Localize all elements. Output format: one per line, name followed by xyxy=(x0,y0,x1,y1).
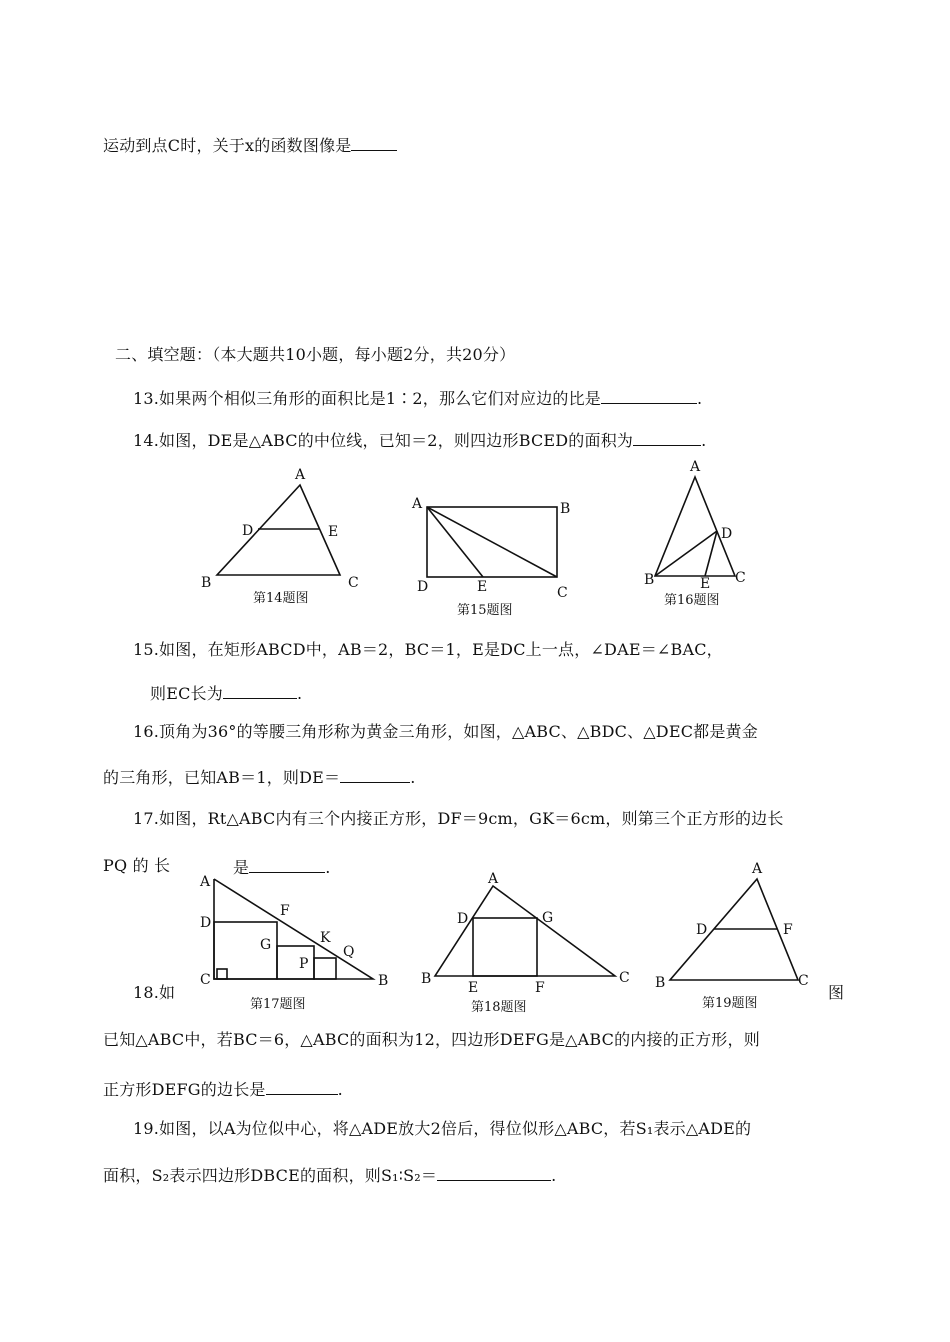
answer-blank xyxy=(266,1078,338,1095)
question-16: 16.顶角为36°的等腰三角形称为黄金三角形，如图，△ABC、△BDC、△DEC都是黄金 xyxy=(133,722,758,741)
answer-blank xyxy=(351,134,397,151)
question-19-line-2: 面积，S₂表示四边形DBCE的面积，则S₁∶S₂＝ . xyxy=(103,1166,557,1185)
label-d: D xyxy=(417,579,429,595)
label-d: D xyxy=(242,523,254,539)
label-a: A xyxy=(200,874,211,890)
figure-17 xyxy=(190,862,400,1022)
question-16-line-2: 的三角形，已知AB＝1，则DE＝ . xyxy=(103,768,416,787)
question-17: 17.如图，Rt△ABC内有三个内接正方形，DF＝9cm，GK＝6cm，则第三个正方形的边长 xyxy=(133,809,784,828)
label-d: D xyxy=(721,526,733,542)
figure-caption: 第17题图 xyxy=(250,997,306,1012)
answer-blank xyxy=(223,682,297,699)
label-d: D xyxy=(200,915,212,931)
label-b: B xyxy=(644,572,655,588)
label-q: Q xyxy=(343,944,355,960)
label-a: A xyxy=(752,861,763,877)
question-18-line-2: 已知△ABC中，若BC＝6，△ABC的面积为12，四边形DEFG是△ABC的内接的正方形，则 xyxy=(103,1030,760,1049)
label-d: D xyxy=(696,922,708,938)
figure-caption: 第14题图 xyxy=(253,591,309,606)
figure-18 xyxy=(415,868,635,1023)
label-b: B xyxy=(378,973,389,989)
label-c: C xyxy=(348,575,359,591)
question-18-start: 18.如 xyxy=(133,983,176,1002)
figure-caption: 第16题图 xyxy=(664,593,720,608)
triangle-abc xyxy=(435,886,615,976)
label-c: C xyxy=(557,585,568,601)
label-f: F xyxy=(280,903,290,919)
label-c: C xyxy=(798,973,809,989)
label-g: G xyxy=(260,937,272,953)
label-g: G xyxy=(542,910,554,926)
segment-ae xyxy=(427,507,483,577)
figure-caption: 第15题图 xyxy=(457,603,513,618)
label-b: B xyxy=(560,501,571,517)
question-17-line-2b: 是 . xyxy=(233,858,331,877)
label-a: A xyxy=(412,496,423,512)
question-18-end: 图 xyxy=(828,983,845,1002)
label-b: B xyxy=(421,971,432,987)
label-f: F xyxy=(535,980,545,996)
right-angle-mark xyxy=(217,969,227,979)
square-3 xyxy=(314,958,336,979)
question-19: 19.如图，以A为位似中心，将△ADE放大2倍后，得位似形△ABC，若S₁表示△ADE的 xyxy=(133,1119,752,1138)
question-17-line-2: PQ 的 长 xyxy=(103,856,171,875)
top-question-tail xyxy=(103,134,397,156)
figure-caption: 第19题图 xyxy=(702,996,758,1011)
label-e: E xyxy=(700,576,711,592)
question-13: 13.如果两个相似三角形的面积比是1∶2，那么它们对应边的比是 . xyxy=(133,389,703,408)
figure-16 xyxy=(640,455,760,615)
triangle-abc xyxy=(217,485,340,575)
label-c: C xyxy=(200,972,211,988)
answer-blank xyxy=(340,766,410,783)
label-f: F xyxy=(783,922,793,938)
question-14: 14.如图，DE是△ABC的中位线，已知＝2，则四边形BCED的面积为 . xyxy=(133,431,707,450)
square-2 xyxy=(277,946,314,979)
question-15: 15.如图，在矩形ABCD中，AB＝2，BC＝1，E是DC上一点，∠DAE＝∠BAC， xyxy=(133,640,723,659)
label-d: D xyxy=(457,911,469,927)
figure-19 xyxy=(650,852,820,1012)
figure-caption: 第18题图 xyxy=(471,1000,527,1015)
label-a: A xyxy=(488,871,499,887)
label-c: C xyxy=(735,570,746,586)
label-e: E xyxy=(328,524,339,540)
label-p: P xyxy=(299,956,309,972)
answer-blank xyxy=(437,1164,551,1181)
diagonal-ac xyxy=(427,507,557,577)
answer-blank xyxy=(601,387,697,404)
label-a: A xyxy=(295,467,306,483)
label-c: C xyxy=(619,970,630,986)
label-e: E xyxy=(477,579,488,595)
figure-15 xyxy=(405,490,590,620)
right-triangle-abc xyxy=(214,879,373,979)
figure-14 xyxy=(195,460,375,610)
question-15-line-2: 则EC长为 . xyxy=(150,684,303,703)
label-b: B xyxy=(201,575,212,591)
label-b: B xyxy=(655,975,666,991)
label-k: K xyxy=(320,930,331,946)
label-a: A xyxy=(690,459,701,475)
square-defg xyxy=(473,918,537,976)
top-text: 运动到点C时，关于x的函数图像是 xyxy=(103,136,352,155)
answer-blank xyxy=(633,429,701,446)
question-18-line-3: 正方形DEFG的边长是 . xyxy=(103,1080,343,1099)
section-title: 二、填空题：（本大题共10小题，每小题2分，共20分） xyxy=(115,345,516,364)
label-e: E xyxy=(468,980,479,996)
